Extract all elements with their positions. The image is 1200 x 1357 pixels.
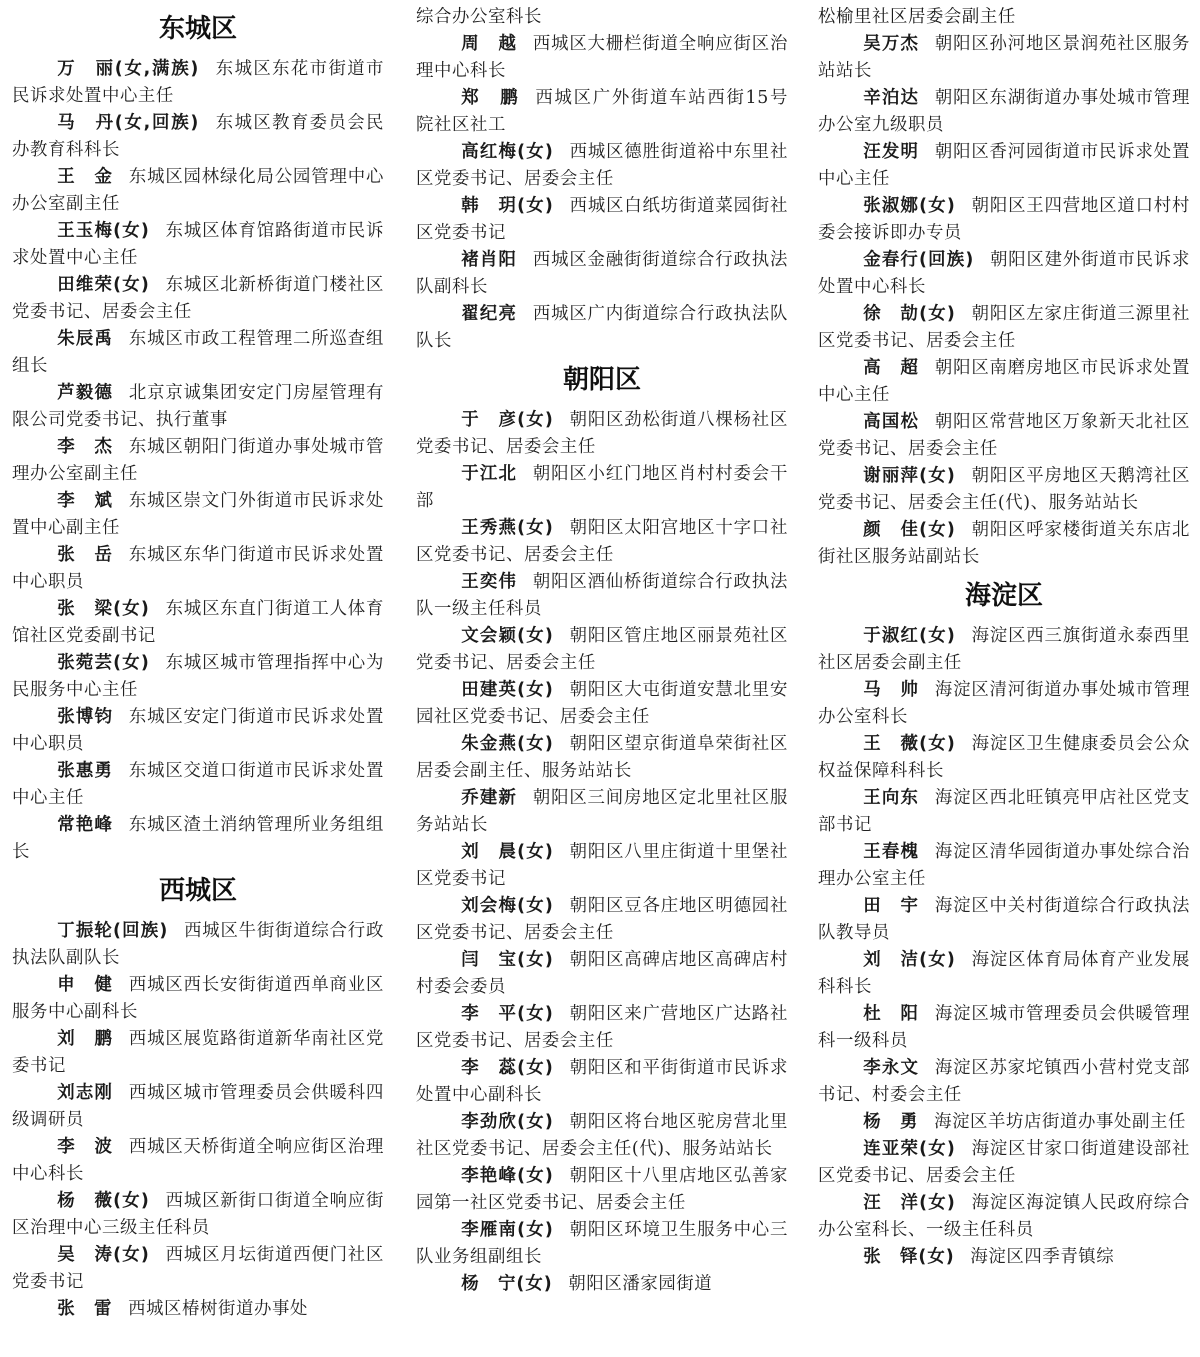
honoree-name: 辛泊达 — [863, 88, 920, 108]
honoree-position: 东城区东华门街道市民诉求处置中心职员 — [12, 545, 384, 592]
honoree-position: 朝阳区孙河地区景润苑社区服务站站长 — [818, 34, 1190, 81]
honoree-name: 张淑娜(女) — [863, 196, 956, 216]
honoree-position: 朝阳区酒仙桥街道综合行政执法队一级主任科员 — [416, 572, 788, 619]
honoree-position: 东城区教育委员会民办教育科科长 — [12, 113, 384, 160]
honoree-position: 东城区城市管理指挥中心为民服务中心主任 — [12, 653, 384, 700]
honoree-position: 东城区朝阳门街道办事处城市管理办公室副主任 — [12, 437, 384, 484]
honoree-position: 朝阳区管庄地区丽景苑社区党委书记、居委会主任 — [416, 626, 788, 673]
honoree-entry — [818, 1244, 1190, 1271]
honoree-entry — [416, 247, 788, 301]
honoree-entry — [12, 972, 384, 1026]
honoree-name: 周 越 — [461, 34, 518, 54]
honoree-name: 郑 鹏 — [461, 88, 520, 108]
honoree-entry — [416, 515, 788, 569]
honoree-position: 东城区渣土消纳管理所业务组组长 — [12, 815, 384, 862]
honoree-entry — [12, 110, 384, 164]
honoree-position: 西城区牛街街道综合行政执法队副队长 — [12, 921, 384, 968]
entry-continuation: 综合办公室科长 — [416, 7, 542, 27]
honoree-name: 金春行(回族) — [863, 250, 975, 270]
honoree-entry — [12, 1026, 384, 1080]
honoree-entry — [12, 218, 384, 272]
honoree-entry — [818, 1055, 1190, 1109]
honoree-position: 西城区金融街街道综合行政执法队副科长 — [416, 250, 788, 297]
honoree-position: 朝阳区望京街道阜荣街社区居委会副主任、服务站站长 — [416, 734, 788, 781]
honoree-name: 李 蕊(女) — [461, 1058, 554, 1078]
honoree-name: 李永文 — [863, 1058, 920, 1078]
honoree-name: 杨 薇(女) — [57, 1191, 150, 1211]
honoree-position: 东城区市政工程管理二所巡查组组长 — [12, 329, 384, 376]
honoree-name: 褚肖阳 — [461, 250, 518, 270]
honoree-entry — [818, 193, 1190, 247]
honoree-entry — [818, 85, 1190, 139]
honoree-name: 连亚荣(女) — [863, 1139, 956, 1159]
honoree-name: 高红梅(女) — [461, 142, 554, 162]
honoree-name: 李 斌 — [57, 491, 114, 511]
honoree-name: 高国松 — [863, 412, 920, 432]
honoree-name: 王 金 — [57, 167, 114, 187]
honoree-entry — [818, 355, 1190, 409]
honoree-name: 王秀燕(女) — [461, 518, 554, 538]
honoree-position: 朝阳区太阳宫地区十字口社区党委书记、居委会主任 — [416, 518, 788, 565]
honoree-entry — [416, 193, 788, 247]
honoree-entry — [12, 56, 384, 110]
honoree-name: 刘志刚 — [57, 1083, 114, 1103]
honoree-position: 西城区大栅栏街道全响应街区治理中心科长 — [416, 34, 788, 81]
honoree-entry — [416, 785, 788, 839]
honoree-position: 东城区崇文门外街道市民诉求处置中心副主任 — [12, 491, 384, 538]
honoree-name: 李 波 — [57, 1137, 114, 1157]
honoree-position: 朝阳区东湖街道办事处城市管理办公室九级职员 — [818, 88, 1190, 135]
entry-continuation: 松榆里社区居委会副主任 — [818, 7, 1016, 27]
district-heading: 东城区 — [158, 14, 237, 44]
honoree-name: 杜 阳 — [863, 1004, 920, 1024]
honoree-name: 吴 涛(女) — [57, 1245, 150, 1265]
honoree-position: 北京京诚集团安定门房屋管理有限公司党委书记、执行董事 — [12, 383, 384, 430]
honoree-name: 汪 洋(女) — [863, 1193, 956, 1213]
honoree-position: 西城区月坛街道西便门社区党委书记 — [12, 1245, 384, 1292]
honoree-position: 朝阳区呼家楼街道关东店北街社区服务站副站长 — [818, 520, 1190, 567]
honoree-position: 朝阳区左家庄街道三源里社区党委书记、居委会主任 — [818, 304, 1190, 351]
honoree-position: 西城区天桥街道全响应街区治理中心科长 — [12, 1137, 384, 1184]
honoree-entry — [416, 301, 788, 355]
honoree-position: 海淀区城市管理委员会供暖管理科一级科员 — [818, 1004, 1190, 1051]
honoree-position: 海淀区清华园街道办事处综合治理办公室主任 — [818, 842, 1190, 889]
honoree-name: 汪发明 — [863, 142, 920, 162]
honoree-position: 东城区交道口街道市民诉求处置中心主任 — [12, 761, 384, 808]
district-heading: 朝阳区 — [562, 365, 641, 395]
honoree-entry — [416, 1163, 788, 1217]
honoree-entry — [12, 164, 384, 218]
honoree-position: 朝阳区豆各庄地区明德园社区党委书记、居委会主任 — [416, 896, 788, 943]
honoree-position: 东城区园林绿化局公园管理中心办公室副主任 — [12, 167, 384, 214]
honoree-position: 东城区东花市街道市民诉求处置中心主任 — [12, 59, 384, 106]
honoree-entry — [12, 704, 384, 758]
honoree-position: 朝阳区小红门地区肖村村委会干部 — [416, 464, 788, 511]
honoree-entry — [12, 326, 384, 380]
honoree-entry — [416, 1055, 788, 1109]
honoree-name: 田维荣(女) — [57, 275, 150, 295]
honoree-position: 朝阳区潘家园街道 — [568, 1274, 713, 1294]
honoree-name: 张 铎(女) — [863, 1247, 955, 1267]
honoree-position: 西城区新街口街道全响应街区治理中心三级主任科员 — [12, 1191, 384, 1238]
honoree-position: 朝阳区南磨房地区市民诉求处置中心主任 — [818, 358, 1190, 405]
honoree-entry — [818, 1109, 1190, 1136]
honoree-name: 乔建新 — [461, 788, 518, 808]
honoree-position: 东城区安定门街道市民诉求处置中心职员 — [12, 707, 384, 754]
honoree-entry — [12, 758, 384, 812]
honoree-entry — [416, 947, 788, 1001]
honoree-entry — [818, 785, 1190, 839]
honoree-name: 李 杰 — [57, 437, 114, 457]
honoree-name: 颜 佳(女) — [863, 520, 956, 540]
honoree-entry — [416, 31, 788, 85]
honoree-entry — [416, 677, 788, 731]
honoree-name: 于淑红(女) — [863, 626, 956, 646]
honoree-entry — [12, 542, 384, 596]
honoree-name: 申 健 — [57, 975, 114, 995]
honoree-name: 李艳峰(女) — [461, 1166, 554, 1186]
honoree-position: 朝阳区常营地区万象新天北社区党委书记、居委会主任 — [818, 412, 1190, 459]
honoree-entry — [416, 1217, 788, 1271]
honoree-name: 徐 劼(女) — [863, 304, 956, 324]
honoree-position: 东城区东直门街道工人体育馆社区党委副书记 — [12, 599, 384, 646]
honoree-name: 文会颖(女) — [461, 626, 554, 646]
honoree-position: 海淀区四季青镇综 — [970, 1247, 1115, 1267]
honoree-name: 芦毅德 — [57, 383, 114, 403]
honoree-name: 李劲欣(女) — [461, 1112, 554, 1132]
honoree-name: 于江北 — [461, 464, 518, 484]
honoree-position: 海淀区羊坊店街道办事处副主任 — [934, 1112, 1186, 1132]
honoree-entry — [416, 461, 788, 515]
honoree-entry — [416, 139, 788, 193]
honoree-name: 王 薇(女) — [863, 734, 956, 754]
honoree-position: 朝阳区十八里店地区弘善家园第一社区党委书记、居委会主任 — [416, 1166, 788, 1213]
honoree-position: 海淀区中关村街道综合行政执法队教导员 — [818, 896, 1190, 943]
honoree-position: 海淀区海淀镇人民政府综合办公室科长、一级主任科员 — [818, 1193, 1190, 1240]
honoree-entry — [416, 1109, 788, 1163]
district-heading: 海淀区 — [964, 581, 1043, 611]
honoree-position: 东城区北新桥街道门楼社区党委书记、居委会主任 — [12, 275, 384, 322]
honoree-entry — [818, 677, 1190, 731]
honoree-position: 朝阳区三间房地区定北里社区服务站站长 — [416, 788, 788, 835]
honoree-entry — [818, 139, 1190, 193]
honoree-entry — [416, 839, 788, 893]
honoree-name: 万 丽(女,满族) — [57, 59, 200, 79]
honoree-entry — [12, 1242, 384, 1296]
honoree-position: 海淀区清河街道办事处城市管理办公室科长 — [818, 680, 1190, 727]
honoree-position: 朝阳区环境卫生服务中心三队业务组副组长 — [416, 1220, 788, 1267]
honoree-position: 海淀区体育局体育产业发展科科长 — [818, 950, 1190, 997]
honoree-position: 西城区西长安街街道西单商业区服务中心副科长 — [12, 975, 384, 1022]
honoree-entry — [12, 272, 384, 326]
honoree-entry — [416, 1271, 788, 1298]
honoree-position: 朝阳区平房地区天鹅湾社区党委书记、居委会主任(代)、服务站站长 — [818, 466, 1190, 513]
honoree-name: 王玉梅(女) — [57, 221, 150, 241]
honoree-position: 西城区德胜街道裕中东里社区党委书记、居委会主任 — [416, 142, 788, 189]
honoree-position: 西城区椿树街道办事处 — [128, 1299, 308, 1319]
honoree-name: 田 宇 — [863, 896, 920, 916]
honoree-entry — [416, 569, 788, 623]
honoree-position: 朝阳区来广营地区广达路社区党委书记、居委会主任 — [416, 1004, 788, 1051]
honoree-entry — [416, 85, 788, 139]
honoree-name: 谢丽萍(女) — [863, 466, 956, 486]
column-3 — [818, 4, 1190, 1271]
honoree-name: 张 雷 — [57, 1299, 113, 1319]
column-1 — [12, 4, 384, 1323]
honoree-entry — [818, 731, 1190, 785]
honoree-entry — [818, 463, 1190, 517]
honoree-entry — [12, 1296, 384, 1323]
district-heading: 西城区 — [158, 876, 237, 906]
honoree-entry — [12, 650, 384, 704]
honoree-entry — [12, 488, 384, 542]
honoree-name: 闫 宝(女) — [461, 950, 554, 970]
honoree-name: 刘 鹏 — [57, 1029, 114, 1049]
honoree-entry — [818, 31, 1190, 85]
honoree-position: 海淀区卫生健康委员会公众权益保障科科长 — [818, 734, 1190, 781]
honoree-entry — [818, 893, 1190, 947]
honoree-entry — [818, 623, 1190, 677]
honoree-entry — [12, 918, 384, 972]
honoree-name: 王奕伟 — [461, 572, 518, 592]
honoree-entry — [818, 301, 1190, 355]
honoree-position: 朝阳区建外街道市民诉求处置中心科长 — [818, 250, 1190, 297]
honoree-position: 朝阳区大屯街道安慧北里安园社区党委书记、居委会主任 — [416, 680, 788, 727]
honoree-entry — [416, 407, 788, 461]
honoree-entry — [818, 517, 1190, 571]
honoree-entry — [818, 409, 1190, 463]
honoree-name: 朱辰禹 — [57, 329, 114, 349]
honoree-position: 朝阳区劲松街道八棵杨社区党委书记、居委会主任 — [416, 410, 788, 457]
honoree-entry — [818, 1136, 1190, 1190]
honoree-entry — [818, 1001, 1190, 1055]
honoree-name: 张菀芸(女) — [57, 653, 150, 673]
column-2 — [416, 4, 788, 1298]
honoree-entry — [818, 839, 1190, 893]
honoree-name: 于 彦(女) — [461, 410, 554, 430]
honoree-position: 朝阳区王四营地区道口村村委会接诉即办专员 — [818, 196, 1190, 243]
honoree-position: 朝阳区高碑店地区高碑店村村委会委员 — [416, 950, 788, 997]
honoree-entry — [12, 1134, 384, 1188]
honoree-position: 西城区白纸坊街道菜园街社区党委书记 — [416, 196, 788, 243]
honoree-entry — [416, 623, 788, 677]
honoree-name: 张博钧 — [57, 707, 114, 727]
honoree-entry — [12, 1188, 384, 1242]
honoree-position: 东城区体育馆路街道市民诉求处置中心主任 — [12, 221, 384, 268]
honoree-name: 王向东 — [863, 788, 920, 808]
honoree-name: 刘 晨(女) — [461, 842, 554, 862]
honoree-entry — [12, 380, 384, 434]
honoree-position: 海淀区甘家口街道建设部社区党委书记、居委会主任 — [818, 1139, 1190, 1186]
honoree-position: 朝阳区和平街街道市民诉求处置中心副科长 — [416, 1058, 788, 1105]
honoree-name: 吴万杰 — [863, 34, 920, 54]
honoree-entry — [12, 812, 384, 866]
honoree-name: 张 梁(女) — [57, 599, 150, 619]
honoree-entry — [818, 1190, 1190, 1244]
honoree-name: 田建英(女) — [461, 680, 554, 700]
honoree-name: 杨 勇 — [863, 1112, 919, 1132]
honoree-position: 朝阳区将台地区驼房营北里社区党委书记、居委会主任(代)、服务站站长 — [416, 1112, 788, 1159]
honoree-position: 西城区广内街道综合行政执法队队长 — [416, 304, 788, 351]
honoree-position: 朝阳区八里庄街道十里堡社区党委书记 — [416, 842, 788, 889]
honoree-name: 翟纪亮 — [461, 304, 518, 324]
honoree-name: 张 岳 — [57, 545, 114, 565]
honoree-name: 王春槐 — [863, 842, 920, 862]
honoree-position: 西城区广外街道车站西街15号院社区社工 — [416, 88, 788, 135]
honoree-position: 西城区展览路街道新华南社区党委书记 — [12, 1029, 384, 1076]
honoree-name: 杨 宁(女) — [461, 1274, 553, 1294]
honoree-entry — [12, 596, 384, 650]
honoree-entry — [12, 1080, 384, 1134]
honoree-position: 朝阳区香河园街道市民诉求处置中心主任 — [818, 142, 1190, 189]
honoree-name: 李 平(女) — [461, 1004, 554, 1024]
honoree-position: 海淀区苏家坨镇西小营村党支部书记、村委会主任 — [818, 1058, 1190, 1105]
honoree-name: 常艳峰 — [57, 815, 114, 835]
honoree-name: 朱金燕(女) — [461, 734, 554, 754]
honoree-name: 丁振轮(回族) — [57, 921, 169, 941]
honoree-entry — [12, 434, 384, 488]
honoree-name: 张惠勇 — [57, 761, 114, 781]
honoree-position: 海淀区西三旗街道永泰西里社区居委会副主任 — [818, 626, 1190, 673]
honoree-name: 李雁南(女) — [461, 1220, 554, 1240]
honoree-name: 刘会梅(女) — [461, 896, 554, 916]
honoree-entry — [818, 947, 1190, 1001]
honoree-entry — [416, 893, 788, 947]
honoree-name: 刘 洁(女) — [863, 950, 956, 970]
honoree-entry — [416, 731, 788, 785]
honoree-name: 高 超 — [863, 358, 920, 378]
honoree-name: 马 帅 — [863, 680, 920, 700]
honoree-position: 西城区城市管理委员会供暖科四级调研员 — [12, 1083, 384, 1130]
honoree-name: 韩 玥(女) — [461, 196, 554, 216]
honoree-position: 海淀区西北旺镇亮甲店社区党支部书记 — [818, 788, 1190, 835]
honoree-entry — [416, 1001, 788, 1055]
honoree-entry — [818, 247, 1190, 301]
honoree-name: 马 丹(女,回族) — [57, 113, 200, 133]
